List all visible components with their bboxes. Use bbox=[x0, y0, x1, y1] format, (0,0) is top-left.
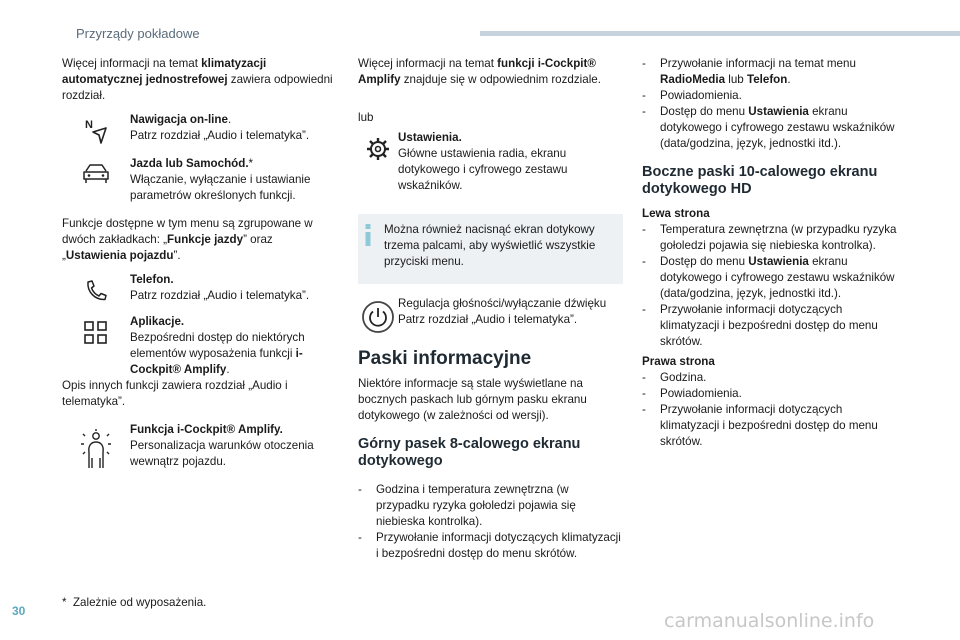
column-right bbox=[642, 56, 902, 450]
list-item: - Powiadomienia. bbox=[642, 88, 902, 104]
phone-icon bbox=[62, 272, 130, 304]
heading-side-bars: Boczne paski 10-calowego ekranu dotykowego HD bbox=[642, 164, 878, 197]
top-bar-list bbox=[358, 482, 623, 562]
power-icon bbox=[358, 296, 398, 334]
heading-top-bar: Górny pasek 8-calowego ekranu dotykowego bbox=[358, 436, 581, 469]
volume-item: Regulacja głośności/wyłączanie dźwięku Patrz rozdział „Audio i telematyka”. bbox=[358, 296, 623, 334]
list-item: - Przywołanie informacji dotyczących klimatyzacji i bezpośredni dostęp do menu skrótów. bbox=[642, 302, 902, 350]
list-item: - Dostęp do menu Ustawienia ekranu dotykowego i cyfrowego zestawu wskaźników (data/godzina, język, jednostki itd.). bbox=[642, 104, 902, 152]
watermark: carmanualsonline.info bbox=[664, 610, 875, 632]
heading-info-bars: Paski informacyjne bbox=[358, 348, 532, 369]
list-item: - Dostęp do menu Ustawienia ekranu dotykowego i cyfrowego zestawu wskaźników (data/godzina, język, jednostki itd.). bbox=[642, 254, 902, 302]
other-functions-paragraph: Opis innych funkcji zawiera rozdział „Audio i telematyka”. bbox=[62, 379, 288, 408]
right-side-title: Prawa strona bbox=[642, 355, 715, 368]
page-number: 30 bbox=[12, 604, 26, 618]
footnote: * Zależnie od wyposażenia. bbox=[62, 596, 207, 609]
info-icon bbox=[365, 224, 371, 246]
amplify-item: Funkcja i-Cockpit® Amplify. Personalizacja warunków otoczenia wewnątrz pojazdu. bbox=[62, 422, 337, 470]
apps-icon bbox=[62, 314, 130, 346]
nav-item: N Nawigacja on-line. Patrz rozdział „Audio i telematyka”. bbox=[62, 112, 337, 146]
list-item: - Godzina i temperatura zewnętrzna (w przypadku ryzyka gołoledzi pojawia się niebieska kontrolka). bbox=[358, 482, 623, 530]
apps-item: Aplikacje. Bezpośredni dostęp do niektórych elementów wyposażenia funkcji i-Cockpit® Amplify. bbox=[62, 314, 337, 378]
info-bars-paragraph: Niektóre informacje są stale wyświetlane na bocznych paskach lub górnym pasku ekranu dotykowego (w zależności od wersji). bbox=[358, 377, 587, 422]
gear-icon bbox=[358, 130, 398, 162]
top-bar-list-cont bbox=[642, 56, 902, 152]
section-title: Przyrządy pokładowe bbox=[76, 26, 200, 41]
svg-text:N: N bbox=[85, 119, 93, 131]
list-item: - Przywołanie informacji dotyczących klimatyzacji i bezpośredni dostęp do menu skrótów. bbox=[642, 402, 902, 450]
list-item: - Godzina. bbox=[642, 370, 902, 386]
list-item: - Temperatura zewnętrzna (w przypadku ryzyka gołoledzi pojawia się niebieska kontrolka). bbox=[642, 222, 902, 254]
left-side-title: Lewa strona bbox=[642, 207, 710, 220]
amplify-intro: Więcej informacji na temat funkcji i-Cockpit® Amplify znajduje się w odpowiednim rozdziale. bbox=[358, 57, 601, 86]
list-item: - Przywołanie informacji na temat menu RadioMedia lub Telefon. bbox=[642, 56, 902, 88]
right-side-list bbox=[642, 370, 902, 450]
column-middle bbox=[358, 56, 623, 562]
settings-item: Ustawienia. Główne ustawienia radia, ekranu dotykowego i cyfrowego zestawu wskaźników. bbox=[358, 130, 623, 194]
navigation-icon bbox=[62, 112, 130, 146]
phone-item: Telefon. Patrz rozdział „Audio i telematyka”. bbox=[62, 272, 337, 304]
drive-item: Jazda lub Samochód.* Włączanie, wyłączanie i ustawianie parametrów określonych funkcji. bbox=[62, 156, 337, 204]
ambience-icon bbox=[62, 422, 130, 470]
list-item: - Powiadomienia. bbox=[642, 386, 902, 402]
info-box: Można również nacisnąć ekran dotykowy trzema palcami, aby wyświetlić wszystkie przyciski menu. bbox=[358, 214, 623, 284]
car-icon bbox=[62, 156, 130, 186]
or-text: lub bbox=[358, 111, 374, 124]
column-left bbox=[62, 56, 337, 470]
tabs-paragraph: Funkcje dostępne w tym menu są zgrupowane w dwóch zakładkach: „Funkcje jazdy” oraz „Ustawienia pojazdu”. bbox=[62, 217, 313, 262]
intro-paragraph: Więcej informacji na temat klimatyzacji automatycznej jednostrefowej zawiera odpowiedni rozdział. bbox=[62, 57, 333, 102]
list-item: - Przywołanie informacji dotyczących klimatyzacji i bezpośredni dostęp do menu skrótów. bbox=[358, 530, 623, 562]
left-side-list bbox=[642, 222, 902, 350]
header-bar bbox=[480, 31, 960, 36]
